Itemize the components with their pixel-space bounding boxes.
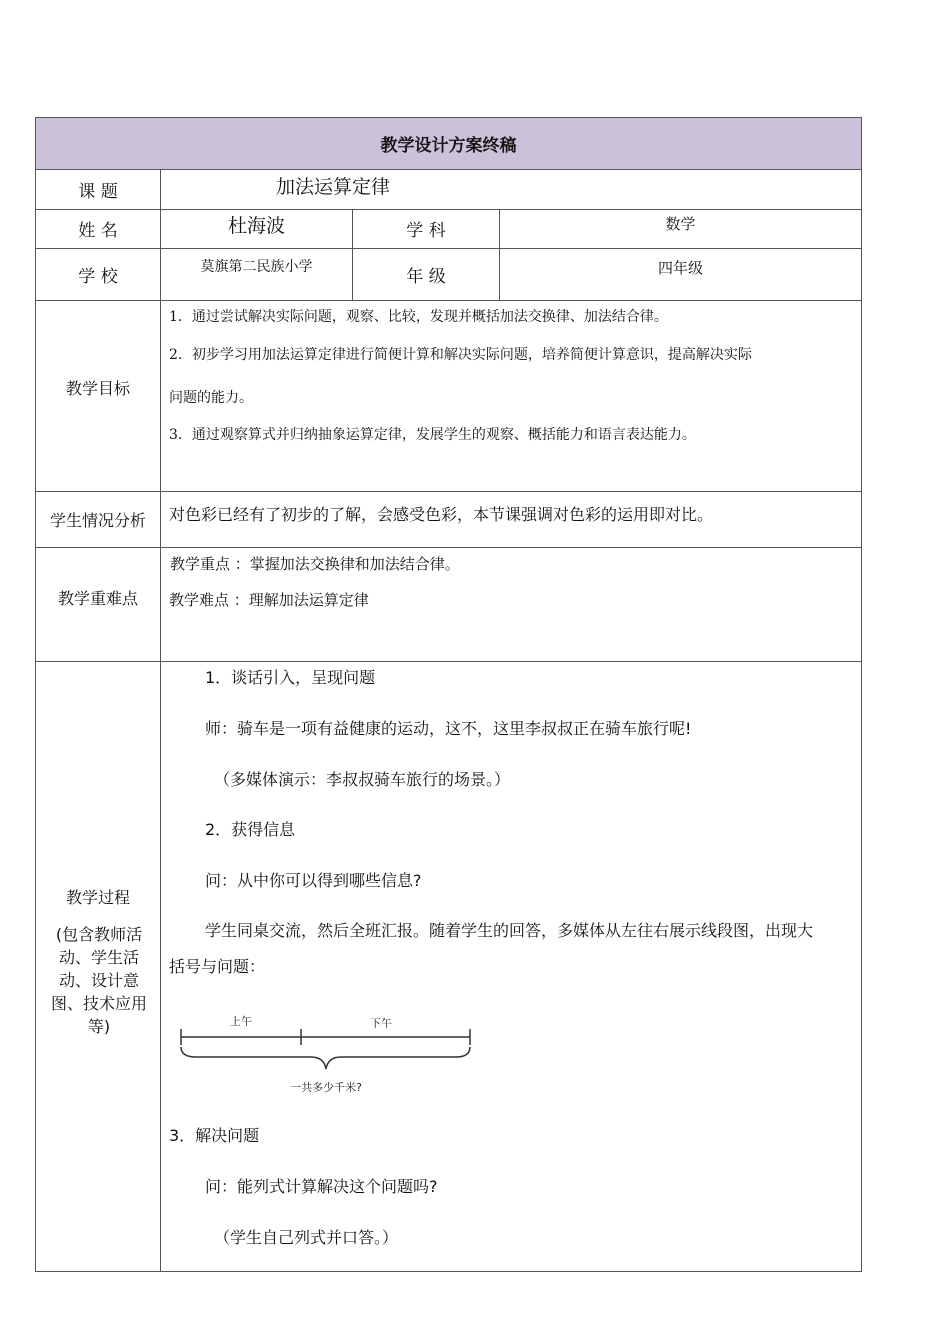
brace (181, 1047, 470, 1069)
subject-value: 数学 (665, 214, 696, 233)
school-value: 莫旗第二民族小学 (200, 259, 313, 275)
objective-item: 3．通过观察算式并归纳抽象运算定律，发展学生的观察、概括能力和语言表达能力。 (169, 427, 696, 443)
process-note: (包含教师活动、学生活动、设计意图、技术应用等) (50, 925, 147, 1036)
analysis-label: 学生情况分析 (49, 510, 146, 530)
process-step: 括号与问题： (169, 957, 266, 976)
process-label-cell (36, 661, 160, 1271)
table-title: 教学设计方案终稿 (36, 118, 861, 169)
key-point-focus: 教学重点 ：掌握加法交换律和加法结合律。 (170, 555, 460, 573)
process-step: 师：骑车是一项有益健康的运动，这不，这里李叔叔正在骑车旅行呢! (205, 719, 692, 738)
objective-item: 1．通过尝试解决实际问题，观察、比较，发现并概括加法交换律、加法结合律。 (169, 309, 668, 325)
process-step: （多媒体演示：李叔叔骑车旅行的场景。） (214, 770, 511, 789)
objective-item: 2．初步学习用加法运算定律进行简便计算和解决实际问题，培养简便计算意识，提高解决实际 (169, 347, 752, 363)
right-segment-label: 下午 (370, 1017, 392, 1030)
topic-label: 课 题 (78, 181, 118, 202)
process-step: 问：能列式计算解决这个问题吗? (205, 1177, 438, 1196)
diagram-question: 一共多少千米? (290, 1081, 362, 1094)
school-label: 学 校 (78, 266, 118, 287)
grade-value: 四年级 (657, 258, 703, 277)
lesson-plan-table (35, 117, 862, 1272)
process-step: 3．解决问题 (169, 1126, 260, 1145)
subject-label: 学 科 (406, 221, 446, 241)
grade-label: 年 级 (406, 266, 446, 287)
name-value: 杜海波 (227, 214, 285, 237)
objectives-label: 教学目标 (65, 378, 130, 398)
column-divider (160, 169, 161, 1271)
analysis-text: 对色彩已经有了初步的了解，会感受色彩，本节课强调对色彩的运用即对比。 (169, 505, 714, 524)
topic-value: 加法运算定律 (276, 176, 391, 198)
left-segment-label: 上午 (230, 1015, 252, 1028)
key-point-difficulty: 教学难点 ：理解加法运算定律 (169, 591, 369, 609)
process-step: 学生同桌交流，然后全班汇报。随着学生的回答，多媒体从左往右展示线段图，出现大 (205, 921, 814, 940)
process-step: 问：从中你可以得到哪些信息? (205, 871, 422, 890)
name-label: 姓 名 (78, 221, 118, 241)
key-points-label: 教学重难点 (57, 588, 138, 608)
process-label: 教学过程 (65, 888, 130, 907)
process-step: （学生自己列式并口答。） (214, 1228, 399, 1247)
process-step: 2．获得信息 (205, 820, 296, 839)
process-step: 1．谈话引入，呈现问题 (205, 668, 376, 687)
objective-item: 问题的能力。 (169, 390, 253, 406)
line-segment-diagram (176, 1011, 476, 1101)
